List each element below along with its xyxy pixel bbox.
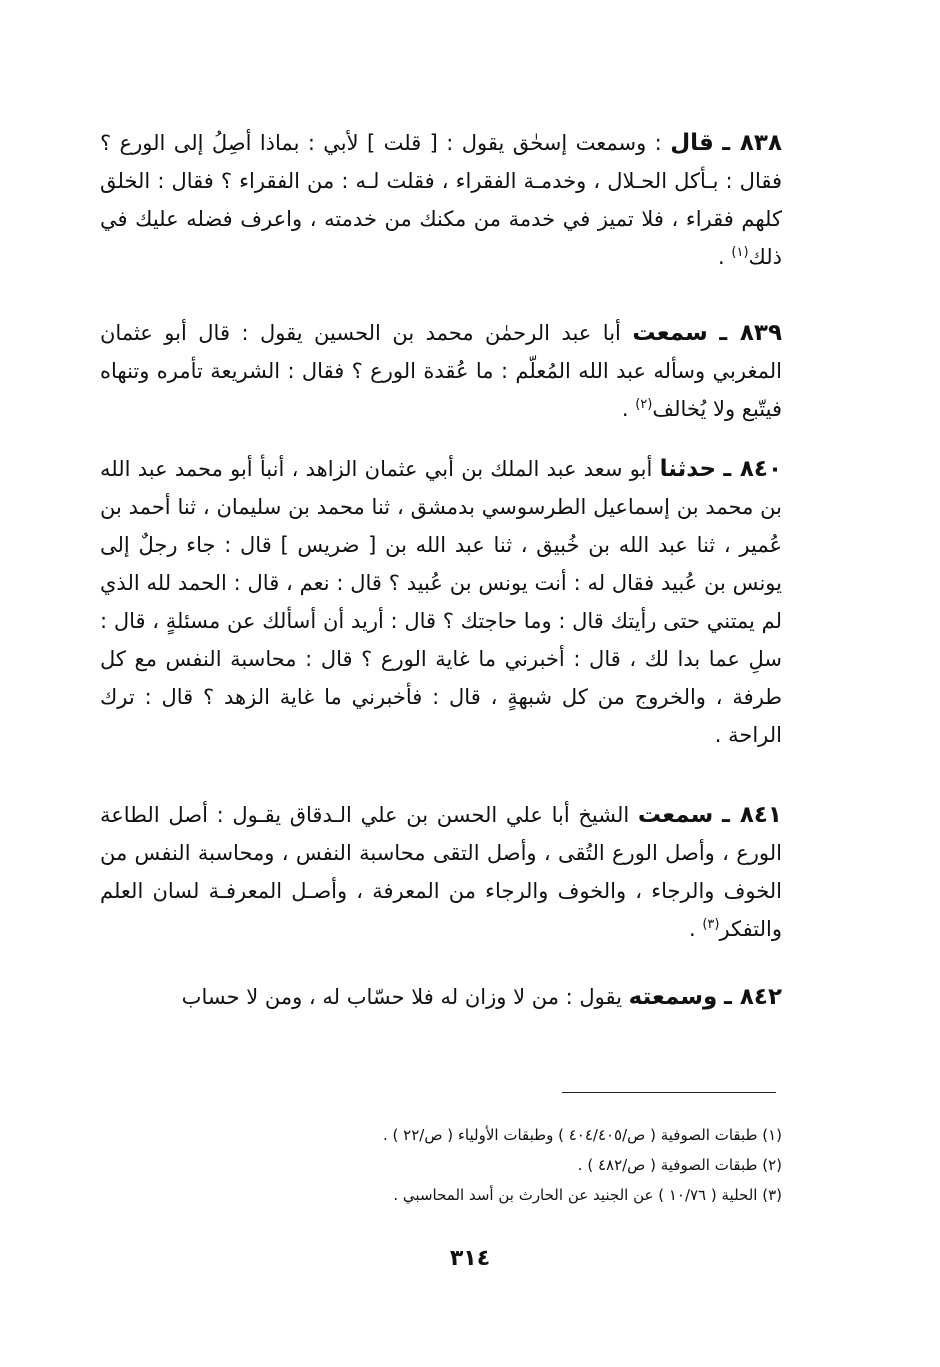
- footnote-ref: (٢): [635, 397, 653, 412]
- footnote-2: (٢) طبقات الصوفية ( ص/٤٨٢ ) .: [577, 1156, 782, 1174]
- footnote-ref: (٣): [702, 917, 720, 932]
- paragraph-841: [100, 796, 782, 948]
- paragraph-keyword: حدثنا: [659, 456, 717, 482]
- paragraph-840: [100, 450, 782, 754]
- paragraph-number: ٨٣٩ ـ: [719, 320, 782, 346]
- paragraph-end: .: [621, 397, 629, 421]
- paragraph-keyword: قال: [670, 130, 714, 156]
- paragraph-end: .: [718, 245, 725, 269]
- paragraph-number: ٨٣٨ ـ: [722, 130, 782, 156]
- paragraph-number: ٨٤١ ـ: [721, 802, 782, 828]
- paragraph-text: أبا عبد الرحمٰن محمد بن الحسين يقول : قال أبو عثمان المغربي وسأله عبد الله المُعلّم : ما عُقدة الورع ؟ فقال : الشريعة تأمره وتنهاه فيتّبع ولا يُخالف: [100, 321, 782, 421]
- paragraph-keyword: وسمعته: [628, 984, 718, 1010]
- footnote-ref: (١): [731, 245, 749, 260]
- footnote-divider: [562, 1092, 776, 1093]
- footnote-3: (٣) الحلية ( ١٠/٧٦ ) عن الجنيد عن الحارث بن أسد المحاسبي .: [393, 1186, 782, 1204]
- paragraph-keyword: سمعت: [637, 802, 714, 828]
- paragraph-number: ٨٤٠ ـ: [723, 456, 782, 482]
- paragraph-838: [100, 124, 782, 276]
- paragraph-number: ٨٤٢ ـ: [724, 984, 782, 1010]
- paragraph-keyword: سمعت: [632, 320, 708, 346]
- paragraph-text: يقول : من لا وزان له فلا حسّاب له ، ومن لا حساب: [181, 985, 622, 1009]
- paragraph-839: [100, 314, 782, 428]
- page-number: ٣١٤: [449, 1246, 491, 1271]
- paragraph-842: [100, 978, 782, 1016]
- paragraph-text: أبو سعد عبد الملك بن أبي عثمان الزاهد ، أنبأ أبو محمد عبد الله بن محمد بن إسماعيل الطرسوسي بدمشق ، ثنا محمد بن سليمان ، ثنا أحمد بن عُمير ، ثنا عبد الله بن خُبيق ، ثنا عبد الله بن [ ضريس ] قال : جاء رجلٌ إلى يونس بن عُبيد فقال له : أنت يونس بن عُبيد ؟ قال : نعم ، قال : الحمد لله الذي لم يمتني حتى رأيتك قال : وما حاجتك ؟ قال : أريد أن أسألك عن مسئلةٍ ، قال : سلِ عما بدا لك ، قال : أخبرني ما غاية الورع ؟ قال : محاسبة النفس مع كل طرفة ، والخروج من كل شبهةٍ ، قال : فأخبرني ما غاية الزهد ؟ قال : ترك الراحة .: [100, 457, 782, 747]
- footnote-1: (١) طبقات الصوفية ( ص/٤٠٤/٤٠٥ ) وطبقات الأولياء ( ص/٢٢ ) .: [383, 1126, 782, 1144]
- paragraph-text: الشيخ أبا علي الحسن بن علي الـدقاق يقـول : أصل الطاعة الورع ، وأصل الورع التُقى ، وأصل التقى محاسبة النفس ، ومحاسبة النفس من الخوف والرجاء ، والخوف والرجاء من المعرفة ، وأصـل المعرفـة لسان العلم والتفكر: [100, 803, 782, 941]
- paragraph-text: : وسمعت إسحٰق يقول : [ قلت ] لأبي : بماذا أصِلُ إلى الورع ؟ فقال : بـأكل الحـلال ، وخدمـة الفقراء ، فقلت لـه : من الفقراء ؟ فقال : الخلق كلهم فقراء ، فلا تميز في خدمة من مكنك من خدمته ، واعرف فضله عليك في ذلك: [100, 131, 782, 269]
- footnotes: [100, 1120, 782, 1210]
- paragraph-end: .: [688, 917, 696, 941]
